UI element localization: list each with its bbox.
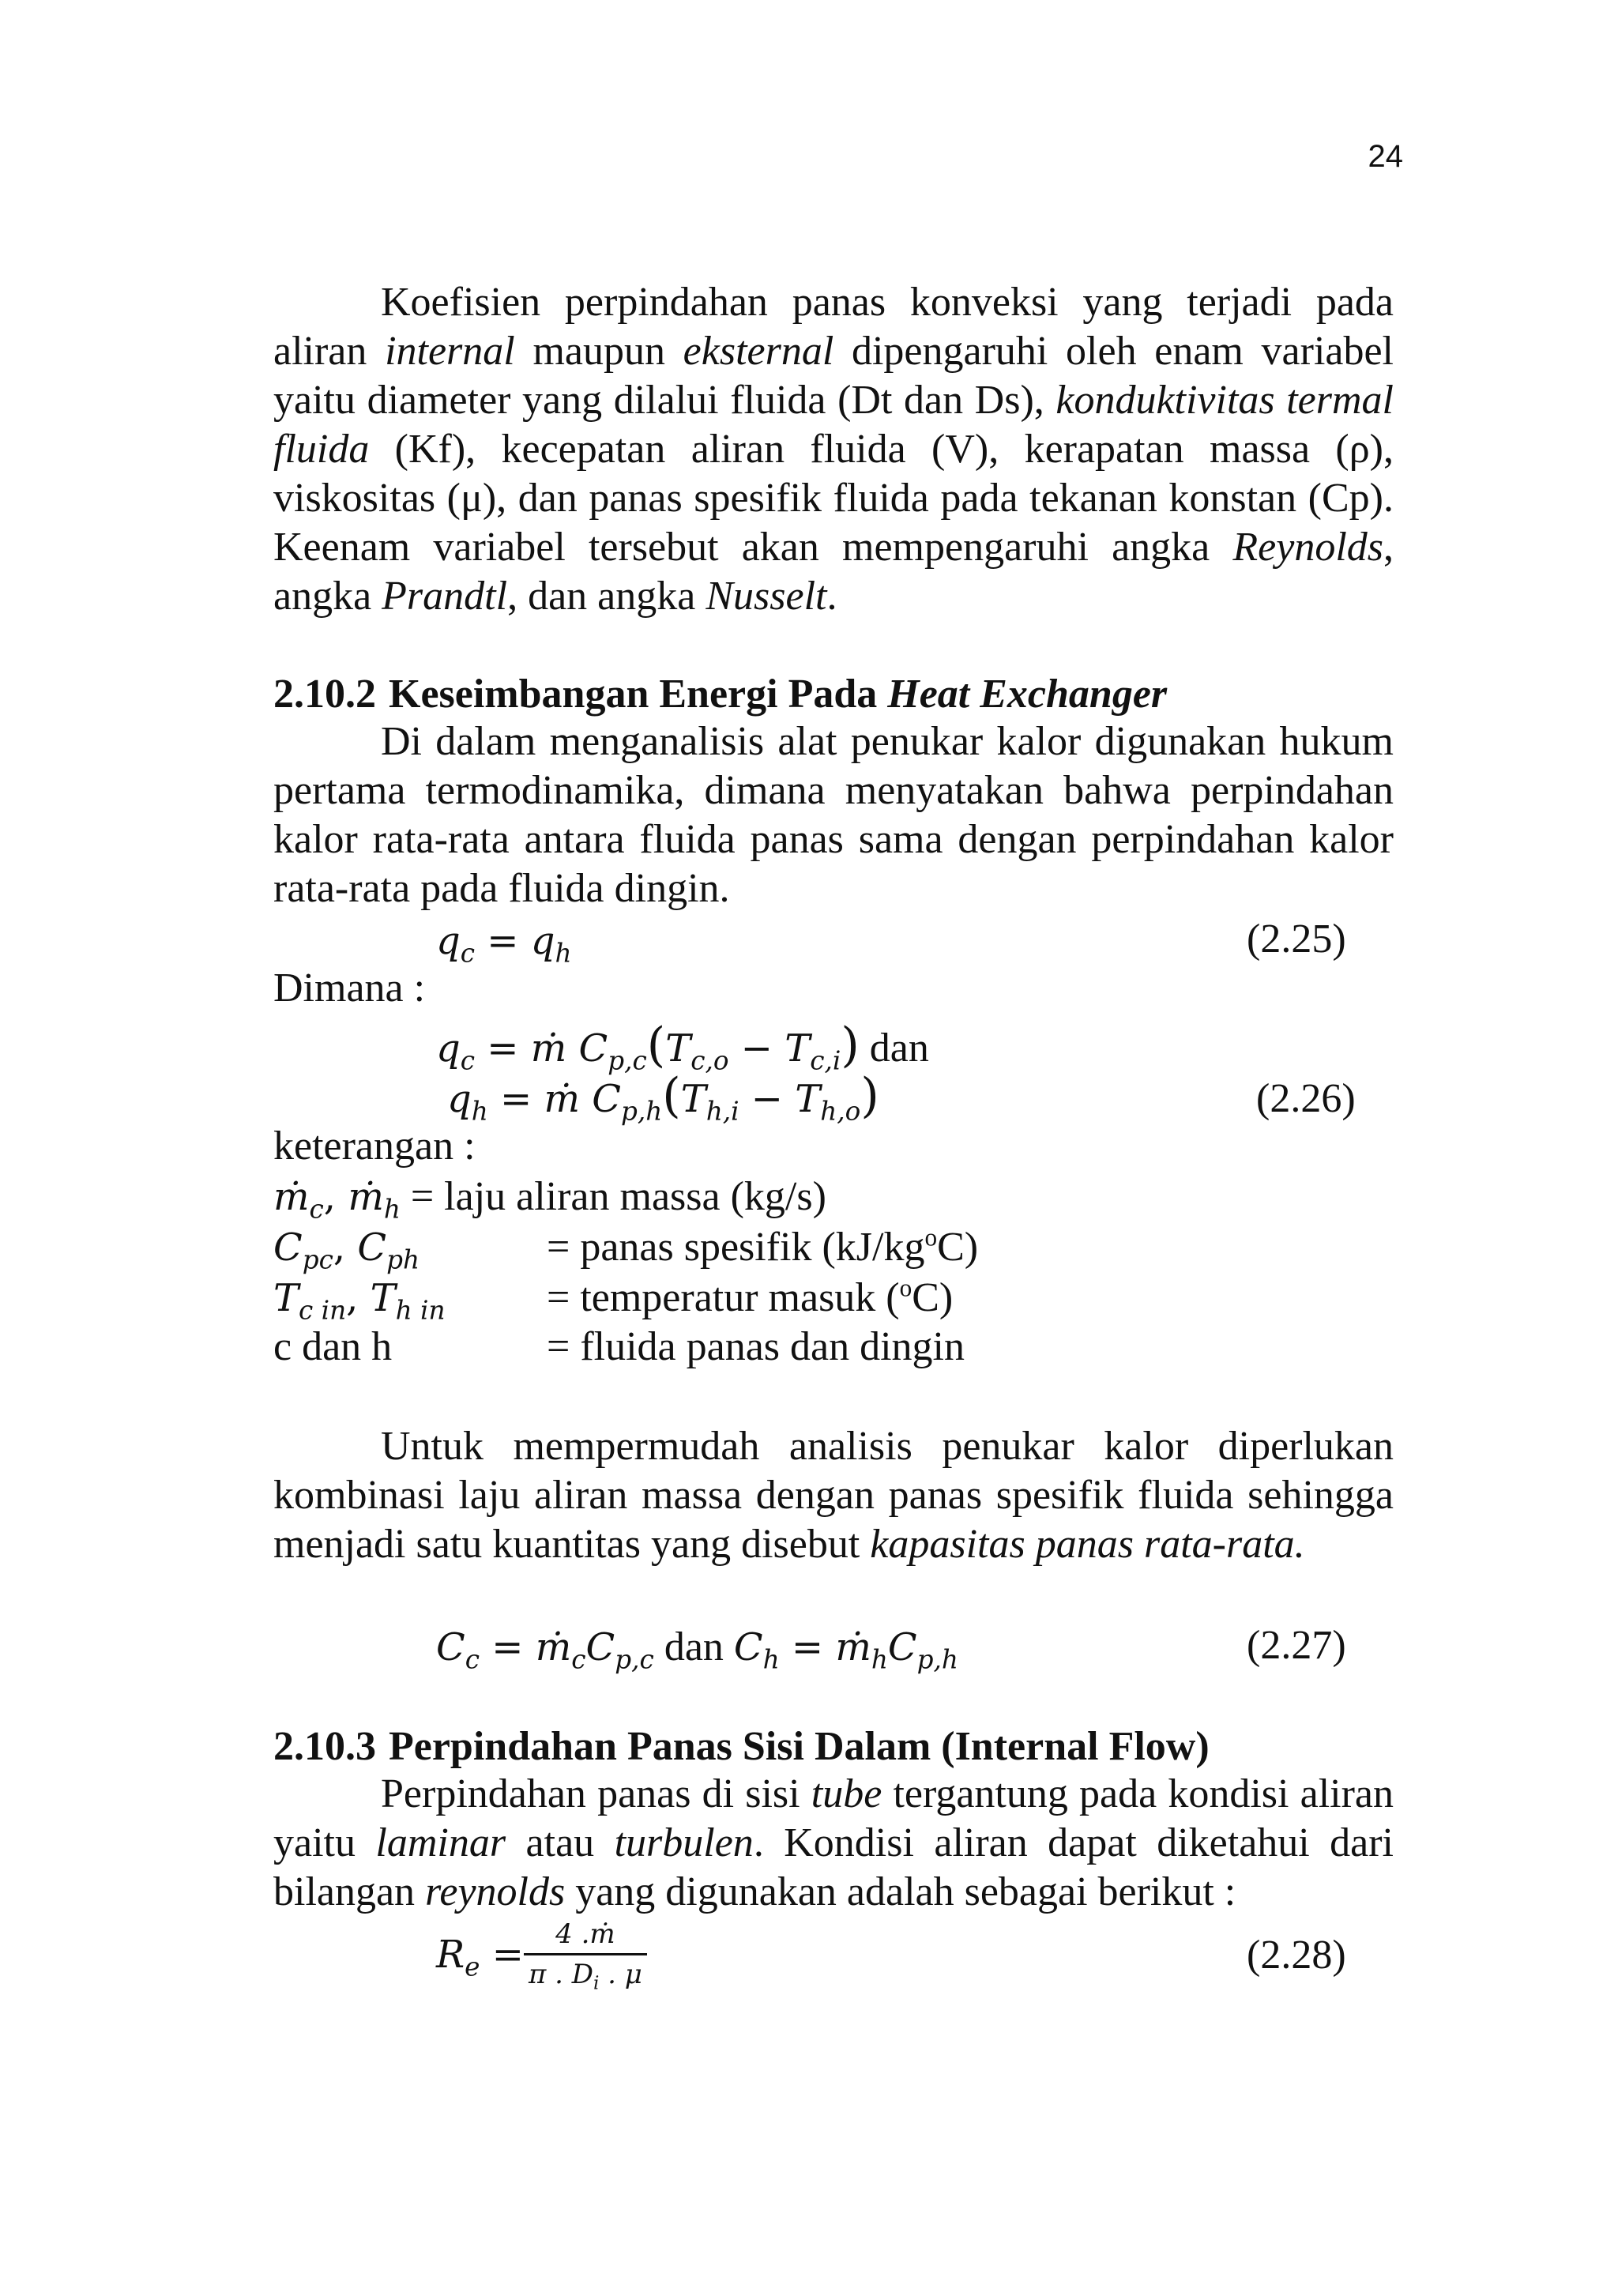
section-heading-2-10-3: 2.10.3 Perpindahan Panas Sisi Dalam (Internal Flow)	[273, 1724, 1210, 1769]
label-dimana: Dimana :	[273, 965, 426, 1011]
legend-mass-flow: ṁ$_c$, ṁ$_h$ = laju aliran massa (kg/s)	[273, 1174, 826, 1225]
paragraph-heat-capacity: Untuk mempermudah analisis penukar kalor diperlukan kombinasi laju aliran massa dengan panas spesifik fluida sehingga menjadi satu kuantitas yang disebut kapasitas panas rata-rata.	[273, 1424, 1394, 1567]
equation-2-27: $C_c$ = $ṁ_cC_{p,c}$ dan $C_h$ = $ṁ_hC_{p,h}$	[436, 1624, 958, 1675]
legend-inlet-temp-symbol: $T_{c in}$, $T_{h in}$	[273, 1276, 446, 1326]
legend-specific-heat-symbol: $C_{pc}$, $C_{ph}$	[273, 1225, 420, 1275]
legend-fluids-term: c dan h	[273, 1324, 393, 1369]
equation-2-28: $R_e$ = $\frac{\text{4 .ṁ}}{\pi . D_i . \mu}$	[436, 1915, 647, 1993]
legend-fluids-desc: = fluida panas dan dingin	[547, 1324, 965, 1369]
equation-2-26-cold: $q_c$ = ṁ $C_{p,c}(T_{c,o} - T_{c,i})$ dan	[436, 1018, 929, 1076]
equation-2-25: $q_c = q_h$	[436, 919, 572, 969]
legend-inlet-temp-desc: = temperatur masuk ($^o$C)	[547, 1274, 954, 1320]
equation-number-2-27: (2.27)	[1247, 1623, 1346, 1668]
paragraph-internal-flow: Perpindahan panas di sisi tube tergantung pada kondisi aliran yaitu laminar atau turbulen. Kondisi aliran dapat diketahui dari bilangan reynolds yang digunakan adalah sebagai berikut :	[273, 1771, 1394, 1914]
section-heading-2-10-2: 2.10.2 Keseimbangan Energi Pada Heat Exchanger	[273, 672, 1168, 717]
equation-number-2-26: (2.26)	[1256, 1076, 1356, 1121]
equation-number-2-28: (2.28)	[1247, 1933, 1346, 1978]
reynolds-fraction: $\frac{\text{4 .ṁ}}{\pi . D_i . \mu}$	[524, 1915, 647, 1993]
equation-number-2-25: (2.25)	[1247, 917, 1346, 962]
paragraph-convection-coefficient: Koefisien perpindahan panas konveksi yang terjadi pada aliran internal maupun eksternal dipengaruhi oleh enam variabel yaitu diameter yang dilalui fluida (Dt dan Ds), konduktivitas termal fluida (Kf), kecepatan aliran fluida (V), kerapatan massa (ρ), viskositas (μ), dan panas spesifik fluida pada tekanan konstan (Cp). Keenam variabel tersebut akan mempengaruhi angka Reynolds, angka Prandtl, dan angka Nusselt.	[273, 280, 1394, 619]
page-number: 24	[1368, 139, 1403, 174]
equation-2-26-hot: $q_h$ = ṁ $C_{p,h}(T_{h,i} - T_{h,o})$	[447, 1068, 879, 1127]
legend-specific-heat-desc: = panas spesifik $(kJ/kg^oC)$	[547, 1223, 979, 1270]
paragraph-energy-balance: Di dalam menganalisis alat penukar kalor digunakan hukum pertama termodinamika, dimana menyatakan bahwa perpindahan kalor rata-rata antara fluida panas sama dengan perpindahan kalor rata-rata pada fluida dingin.	[273, 719, 1394, 911]
label-keterangan: keterangan :	[273, 1124, 476, 1169]
